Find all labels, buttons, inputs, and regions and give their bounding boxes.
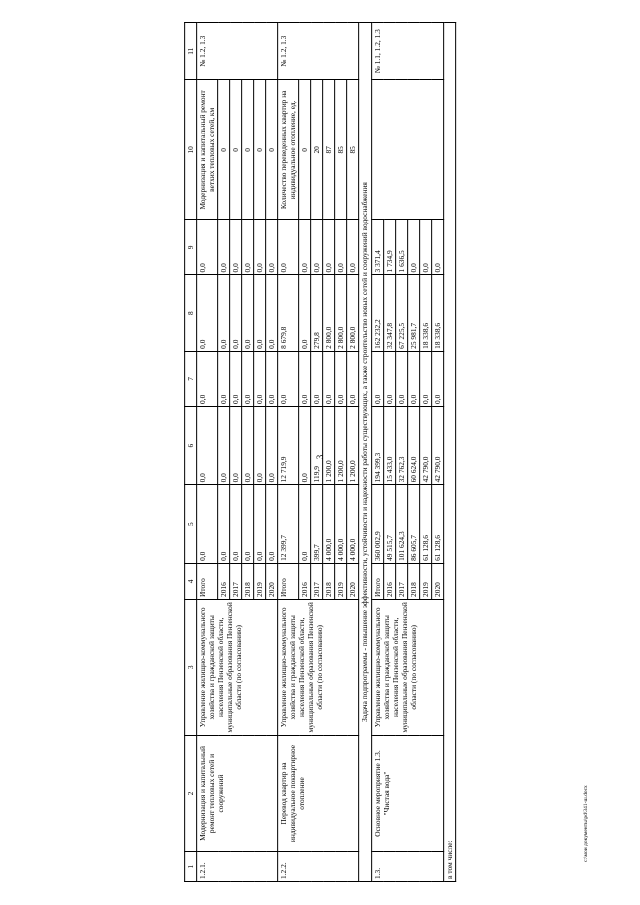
column-number-row <box>185 23 197 882</box>
value-cell: 42 790,0 <box>431 406 443 484</box>
executor-cell: Управление жилищно-коммунального хозяйства и гражданской защиты населения Пензенской области, муниципальные образования Пензенской области (по согласованию) <box>371 599 443 735</box>
value-cell: 0,0 <box>242 406 254 484</box>
table-row <box>278 23 299 882</box>
task-row <box>359 23 371 882</box>
value-cell: 18 338,6 <box>431 275 443 351</box>
value-cell: 67 225,5 <box>395 275 407 351</box>
value-cell: 119,9 <box>311 406 323 484</box>
value-cell: 0,0 <box>230 485 242 563</box>
indicator-value: 0 <box>266 80 278 220</box>
table-row <box>371 23 383 882</box>
value-cell: 3 371,4 <box>371 220 383 275</box>
value-cell: 2 800,0 <box>335 275 347 351</box>
indicator-value: 0 <box>299 80 311 220</box>
value-cell: 0,0 <box>419 351 431 406</box>
indicator-value: 0 <box>218 80 230 220</box>
value-cell: 61 128,6 <box>431 485 443 563</box>
value-cell: 0,0 <box>407 220 419 275</box>
value-cell: 2 800,0 <box>323 275 335 351</box>
value-cell: 194 399,3 <box>371 406 383 484</box>
value-cell: 0,0 <box>335 220 347 275</box>
value-cell: 0,0 <box>266 485 278 563</box>
value-cell: 0,0 <box>299 406 311 484</box>
value-cell: 0,0 <box>254 351 266 406</box>
executor-cell: Управление жилищно-коммунального хозяйства и гражданской защиты населения Пензенской области, муниципальные образования Пензенской области (по согласованию) <box>197 599 278 735</box>
value-cell: 0,0 <box>407 351 419 406</box>
indicator-cell <box>371 80 443 220</box>
value-cell: 0,0 <box>197 275 218 351</box>
indicator-value: 20 <box>311 80 323 220</box>
column-number-7: 7 <box>185 351 197 406</box>
measure-name: Перевод квартир на индивидуальное поквартирное отопление <box>278 735 359 852</box>
value-cell: 0,0 <box>242 220 254 275</box>
value-cell: 0,0 <box>299 220 311 275</box>
program-measures-table <box>184 22 456 882</box>
period-cell: 2016 <box>299 563 311 599</box>
period-cell: 2018 <box>242 563 254 599</box>
value-cell: 399,7 <box>311 485 323 563</box>
value-cell: 1 200,0 <box>347 406 359 484</box>
column-number-3: 3 <box>185 599 197 735</box>
indicator-value: 87 <box>323 80 335 220</box>
value-cell: 0,0 <box>197 406 218 484</box>
value-cell: 12 719,9 <box>278 406 299 484</box>
period-cell: 2019 <box>419 563 431 599</box>
value-cell: 25 981,7 <box>407 275 419 351</box>
link-cell: № 1.2, 1.3 <box>278 23 359 80</box>
link-cell: № 1.1, 1.2, 1.3 <box>371 23 443 80</box>
period-cell: Итого <box>278 563 299 599</box>
value-cell: 0,0 <box>230 406 242 484</box>
value-cell: 0,0 <box>311 351 323 406</box>
table-row <box>197 23 218 882</box>
indicator-cell: Модернизация и капитальный ремонт ветхих тепловых сетей, км <box>197 80 218 220</box>
value-cell: 0,0 <box>218 406 230 484</box>
including-label: в том числе: <box>443 23 455 882</box>
value-cell: 12 399,7 <box>278 485 299 563</box>
page-number: 3 <box>315 454 325 460</box>
column-number-10: 10 <box>185 80 197 220</box>
value-cell: 61 128,6 <box>419 485 431 563</box>
value-cell: 0,0 <box>383 351 395 406</box>
value-cell: 0,0 <box>395 351 407 406</box>
value-cell: 0,0 <box>311 220 323 275</box>
period-cell: 2020 <box>347 563 359 599</box>
rotated-table-wrapper <box>184 22 456 882</box>
link-cell: № 1.2, 1.3 <box>197 23 278 80</box>
value-cell: 162 232,2 <box>371 275 383 351</box>
indicator-value: 85 <box>347 80 359 220</box>
measure-name: Основное мероприятие 1.3. "Чистая вода" <box>371 735 443 852</box>
period-cell: 2016 <box>218 563 230 599</box>
value-cell: 0,0 <box>371 351 383 406</box>
column-number-5: 5 <box>185 485 197 563</box>
value-cell: 4 000,0 <box>323 485 335 563</box>
value-cell: 1 636,5 <box>395 220 407 275</box>
including-row <box>443 23 455 882</box>
indicator-value: 85 <box>335 80 347 220</box>
value-cell: 0,0 <box>218 220 230 275</box>
period-cell: 2020 <box>431 563 443 599</box>
value-cell: 0,0 <box>242 485 254 563</box>
value-cell: 0,0 <box>266 351 278 406</box>
value-cell: 1 200,0 <box>335 406 347 484</box>
row-number: 1.2.2. <box>278 852 359 882</box>
value-cell: 49 515,7 <box>383 485 395 563</box>
indicator-value: 0 <box>230 80 242 220</box>
value-cell: 0,0 <box>254 275 266 351</box>
value-cell: 0,0 <box>230 220 242 275</box>
value-cell: 32 762,3 <box>395 406 407 484</box>
file-path-footer: c:\мои документы\pd\341-ш.docx <box>583 785 589 862</box>
value-cell: 15 433,0 <box>383 406 395 484</box>
value-cell: 0,0 <box>254 485 266 563</box>
executor-cell: Управление жилищно-коммунального хозяйства и гражданской защиты населения Пензенской области, муниципальные образования Пензенской области (по согласованию) <box>278 599 359 735</box>
value-cell: 0,0 <box>266 220 278 275</box>
period-cell: 2019 <box>254 563 266 599</box>
value-cell: 60 624,0 <box>407 406 419 484</box>
value-cell: 0,0 <box>299 275 311 351</box>
indicator-value: 0 <box>242 80 254 220</box>
value-cell: 0,0 <box>242 351 254 406</box>
value-cell: 0,0 <box>266 275 278 351</box>
period-cell: Итого <box>371 563 383 599</box>
value-cell: 0,0 <box>197 220 218 275</box>
value-cell: 0,0 <box>230 351 242 406</box>
value-cell: 0,0 <box>254 220 266 275</box>
period-cell: 2017 <box>230 563 242 599</box>
period-cell: 2016 <box>383 563 395 599</box>
value-cell: 0,0 <box>218 485 230 563</box>
value-cell: 0,0 <box>323 351 335 406</box>
row-number: 1.3. <box>371 852 443 882</box>
column-number-4: 4 <box>185 563 197 599</box>
value-cell: 18 338,6 <box>419 275 431 351</box>
column-number-9: 9 <box>185 220 197 275</box>
value-cell: 0,0 <box>323 220 335 275</box>
task-statement: Задача подпрограммы - повышение эффективности, устойчивости и надежности работы существующих, а также строительство новых сетей и сооружений водоснабжения <box>359 23 371 882</box>
value-cell: 0,0 <box>299 485 311 563</box>
value-cell: 1 734,9 <box>383 220 395 275</box>
period-cell: 2020 <box>266 563 278 599</box>
row-number: 1.2.1. <box>197 852 278 882</box>
column-number-1: 1 <box>185 852 197 882</box>
indicator-value: 0 <box>254 80 266 220</box>
value-cell: 2 800,0 <box>347 275 359 351</box>
value-cell: 0,0 <box>278 351 299 406</box>
column-number-2: 2 <box>185 735 197 852</box>
value-cell: 0,0 <box>335 351 347 406</box>
period-cell: 2018 <box>407 563 419 599</box>
value-cell: 0,0 <box>242 275 254 351</box>
period-cell: 2018 <box>323 563 335 599</box>
value-cell: 4 000,0 <box>347 485 359 563</box>
value-cell: 86 605,7 <box>407 485 419 563</box>
value-cell: 0,0 <box>218 275 230 351</box>
value-cell: 4 000,0 <box>335 485 347 563</box>
period-cell: 2017 <box>311 563 323 599</box>
value-cell: 42 790,0 <box>419 406 431 484</box>
value-cell: 8 679,8 <box>278 275 299 351</box>
column-number-11: 11 <box>185 23 197 80</box>
value-cell: 0,0 <box>299 351 311 406</box>
column-number-8: 8 <box>185 275 197 351</box>
period-cell: 2019 <box>335 563 347 599</box>
value-cell: 0,0 <box>254 406 266 484</box>
value-cell: 360 002,9 <box>371 485 383 563</box>
value-cell: 0,0 <box>347 351 359 406</box>
measure-name: Модернизация и капитальный ремонт тепловых сетей и сооружений <box>197 735 278 852</box>
value-cell: 0,0 <box>347 220 359 275</box>
value-cell: 0,0 <box>197 351 218 406</box>
value-cell: 0,0 <box>230 275 242 351</box>
value-cell: 0,0 <box>431 220 443 275</box>
value-cell: 0,0 <box>218 351 230 406</box>
value-cell: 1 200,0 <box>323 406 335 484</box>
column-number-6: 6 <box>185 406 197 484</box>
value-cell: 0,0 <box>431 351 443 406</box>
value-cell: 101 624,3 <box>395 485 407 563</box>
period-cell: Итого <box>197 563 218 599</box>
value-cell: 0,0 <box>419 220 431 275</box>
value-cell: 279,8 <box>311 275 323 351</box>
indicator-cell: Количество переведенных квартир на индивидуальное отопление, ед. <box>278 80 299 220</box>
value-cell: 0,0 <box>278 220 299 275</box>
value-cell: 32 347,8 <box>383 275 395 351</box>
value-cell: 0,0 <box>266 406 278 484</box>
period-cell: 2017 <box>395 563 407 599</box>
value-cell: 0,0 <box>197 485 218 563</box>
